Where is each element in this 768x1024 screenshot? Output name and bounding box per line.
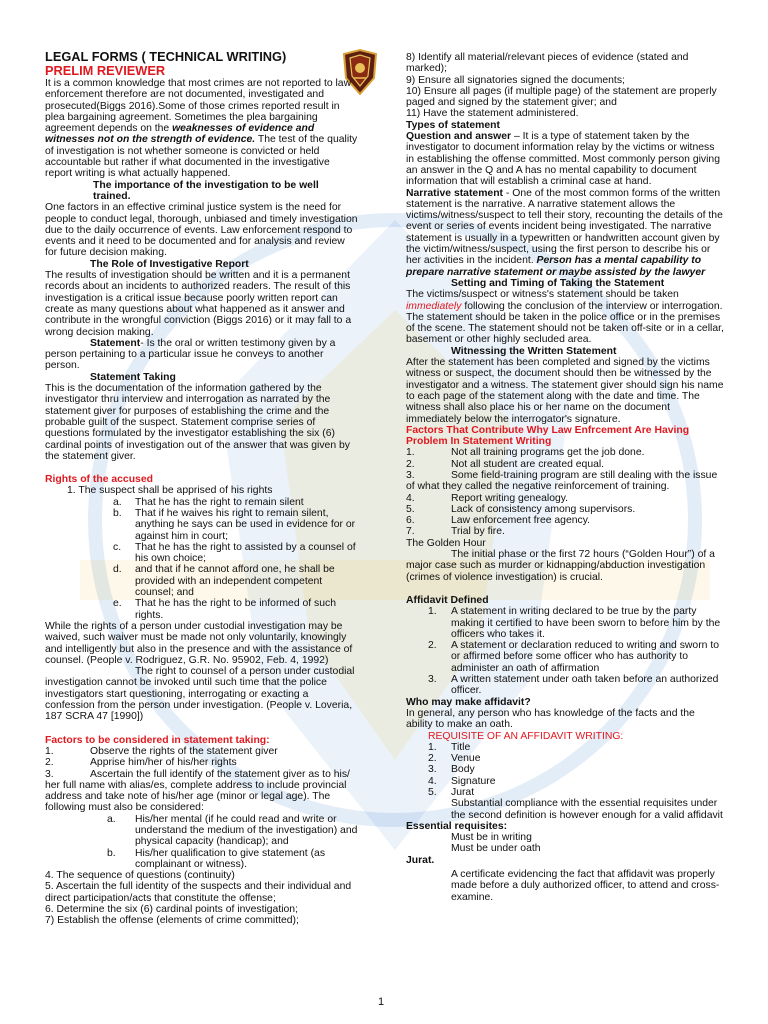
document-title: LEGAL FORMS ( TECHNICAL WRITING): [45, 49, 287, 64]
list-item: e. That he has the right to be informed of such rights.: [113, 598, 337, 621]
rights-heading: Rights of the accused: [45, 474, 153, 486]
requisite-list: [406, 742, 724, 798]
rights-item: 1. The suspect shall be apprised of his rights: [67, 485, 273, 497]
list-item: 3. Body: [428, 764, 475, 776]
role-heading: The Role of Investigative Report: [90, 258, 249, 270]
qa-definition: Question and answer – It is a type of statement taken by the investigator to document information relay by the victims or witness in establishing the offense committed. Most commonly person giving an answer in the Q and A has no mental capability to document information that will establish a criminal case at hand.: [406, 131, 720, 188]
compliance-paragraph: Substantial compliance with the essential requisites under the second definition is however enough for a valid affidavit: [451, 798, 723, 821]
affidavit-list: [406, 606, 724, 696]
witness-paragraph: After the statement has been completed and signed by the victims witness or suspect, the document should then be witnessed by the investigator and a witness. The statement giver should sign his name to each page of the statement along with the date and time. The witness shall also place his or her name on the document immediately below the interrogator's signature.: [406, 357, 724, 425]
list-item: 5. Lack of consistency among supervisors.: [406, 503, 636, 515]
list-item: 3. A written statement under oath taken before an authorized officer.: [428, 674, 719, 697]
step-9: 9) Ensure all signatories signed the documents;: [406, 74, 625, 86]
step-11: 11) Have the statement administered.: [406, 108, 579, 120]
list-item: 2. A statement or declaration reduced to writing and sworn to or affirmed before some officer who has authority to administer an oath of affirmation: [428, 640, 719, 674]
essential-item: Must be under oath: [451, 843, 541, 855]
list-item: c. That he has the right to assisted by a counsel of his own choice;: [113, 541, 356, 565]
setting-heading: Setting and Timing of Taking the Statement: [451, 277, 665, 289]
factor-4: 4. The sequence of questions (continuity): [45, 870, 235, 882]
taking-heading: Statement Taking: [90, 371, 176, 383]
setting-paragraph: The victims/suspect or witness's statement should be taken immediately following the conclusion of the interview or interrogation. The statement should be taken in the police office or in the premises of the scene. The statement should not be taken off-site or in a cellar, basement or other highly secluded area.: [406, 289, 724, 346]
factor-6: 6. Determine the six (6) cardinal points of investigation;: [45, 904, 298, 916]
role-paragraph: The results of investigation should be written and it is a permanent records about an incidents to authorized readers. The result of this investigation is a critical issue because poorly written report can create as many questions about what happened as it answer and contribute in the wrongful conviction (Biggs 2016) or it may fall to a wrong decision making.: [45, 270, 352, 338]
lef-heading: Factors That Contribute Why Law Enfrcement Are Having Problem In Statement Writing: [406, 424, 690, 448]
golden-heading: The Golden Hour: [406, 537, 486, 549]
list-item: 2. Apprise him/her of his/her rights: [45, 757, 237, 769]
who-paragraph: In general, any person who has knowledge of the facts and the ability to make an oath.: [406, 707, 695, 731]
witness-heading: Witnessing the Written Statement: [451, 345, 617, 357]
jurat-paragraph: A certificate evidencing the fact that affidavit was properly made before a duly authorized officer, to attend and cross-examine.: [451, 869, 720, 903]
counsel-paragraph: The right to counsel of a person under custodial investigation cannot be invoked until such time that the police investigators start questioning, interrogating or exacting a confession from the person under investigation. (People v. Loveria, 187 SCRA 47 [1990]): [45, 666, 355, 723]
requisite-heading: REQUISITE OF AN AFFIDAVIT WRITING:: [428, 730, 624, 742]
factor-5: 5. Ascertain the full identity of the suspects and their individual and direct participation/acts that constitute the offense;: [45, 881, 352, 904]
list-item: 6. Law enforcement free agency.: [406, 515, 591, 527]
page-number: 1: [378, 996, 385, 1008]
narrative-definition: Narrative statement - One of the most common forms of the written statement is the narrative. A narrative statement allows the victims/witness/suspect to tell their story, recounting the details of the event or series of events incident being investigated. The narrative statement is usually in a typewritten or handwritten account given by the victim/witness/suspect, using the first person to describe his or her activities in the incident. Person has a mental capability to prepare narrative statement or maybe assisted by the lawyer: [406, 187, 723, 278]
list-item: 1. Not all training programs get the job done.: [406, 447, 645, 459]
step-8: 8) Identify all material/relevant pieces of evidence (stated and marked);: [406, 52, 689, 75]
jurat-heading: Jurat.: [406, 854, 435, 866]
list-item: 1. Observe the rights of the statement giver: [45, 745, 278, 757]
taking-paragraph: This is the documentation of the information gathered by the investigator thru interview and interrogation as narrated by the statement giver for purposes of establishing the crime and the probable guilt of the suspect. Statement comprise series of questions formulated by the investigator establishing the six (6) cardinal points of investigation out of the answer that was given by the statement giver.: [45, 383, 350, 462]
list-item: d. and that if he cannot afford one, he shall be provided with an independent competent counsel; and: [113, 564, 335, 599]
list-item: b. His/her qualification to give statement (as complainant or witness).: [107, 847, 326, 870]
importance-paragraph: One factors in an effective criminal justice system is the need for people to conduct legal, thorough, unbiased and timely investigation due to the daily occurrence of events. Law enforcement respond to events and it need to be documented and for analysis and review for future decision making.: [45, 202, 358, 259]
list-item: 3. Some field-training program are still dealing with the issue of what they called the negative reinforcement of training.: [406, 469, 718, 493]
statement-definition: Statement- Is the oral or written testimony given by a person pertaining to a particular issue he conveys to another person.: [45, 337, 336, 372]
list-item: 5. Jurat: [428, 787, 475, 798]
waiver-paragraph: While the rights of a person under custodial investigation may be waived, such waiver must be made not only voluntarily, knowingly and intelligently but also in the presence and with the assistance of counsel. (People v. Rodriguez, G.R. No. 95902, Feb. 4, 1992): [45, 620, 353, 666]
list-item: a. His/her mental (if he could read and write or understand the medium of the investigation) and physical capacity (handicap); and: [107, 813, 358, 848]
left-column: [45, 50, 358, 927]
document-subtitle: PRELIM REVIEWER: [45, 63, 166, 78]
step-10: 10) Ensure all pages (if multiple page) of the statement are properly paged and signed by the statement giver; and: [406, 85, 717, 109]
list-item: 4. Report writing genealogy.: [406, 492, 569, 504]
essential-item: Must be in writing: [451, 832, 532, 844]
golden-paragraph: The initial phase or the first 72 hours (“Golden Hour”) of a major case such as murder or kidnapping/abduction investigation (crimes of violence investigation) is crucial.: [406, 549, 715, 583]
importance-heading: The importance of the investigation to be well trained.: [93, 179, 319, 202]
types-heading: Types of statement: [406, 119, 500, 131]
rights-list: [45, 497, 358, 621]
list-item: a. That he has the right to remain silent: [113, 496, 304, 508]
list-item: 3. Ascertain the full identify of the statement giver as to his/ her full name with alias/es, complete address to include provincial address and take note of his/her age (minor or legal age). The following must also be considered:: [45, 768, 350, 814]
list-item: 7. Trial by fire.: [406, 526, 505, 538]
affidavit-heading: Affidavit Defined: [406, 594, 489, 606]
essential-heading: Essential requisites:: [406, 820, 508, 832]
intro-paragraph: It is a common knowledge that most crimes are not reported to law enforcement therefore are not documented, investigated and prosecuted(Biggs 2016).Some of those crimes reported result in plea bargaining agreement. Sometimes the plea bargaining agreement depends on the weaknesses of evidence and witnesses not on the strength of evidence. The test of the quality of investigation is not whether someone is convicted or held accountable but rather if what documented in the investigative report writing is what actually happened.: [45, 78, 358, 180]
list-item: 4. Signature: [428, 775, 496, 787]
factor-sub-list: [45, 814, 358, 870]
list-item: 1. Title: [428, 741, 471, 753]
factor-7: 7) Establish the offense (elements of crime committed);: [45, 915, 299, 927]
factors-heading: Factors to be considered in statement taking:: [45, 734, 270, 746]
who-heading: Who may make affidavit?: [406, 696, 531, 708]
list-item: 2. Venue: [428, 753, 481, 765]
list-item: 1. A statement in writing declared to be true by the party making it certified to have been sworn to before him by the officers who takes it.: [428, 606, 721, 640]
list-item: 2. Not all student are created equal.: [406, 458, 605, 470]
right-column: [406, 52, 724, 903]
list-item: b. That if he waives his right to remain silent, anything he says can be used in evidence for or against him in court;: [113, 507, 356, 542]
